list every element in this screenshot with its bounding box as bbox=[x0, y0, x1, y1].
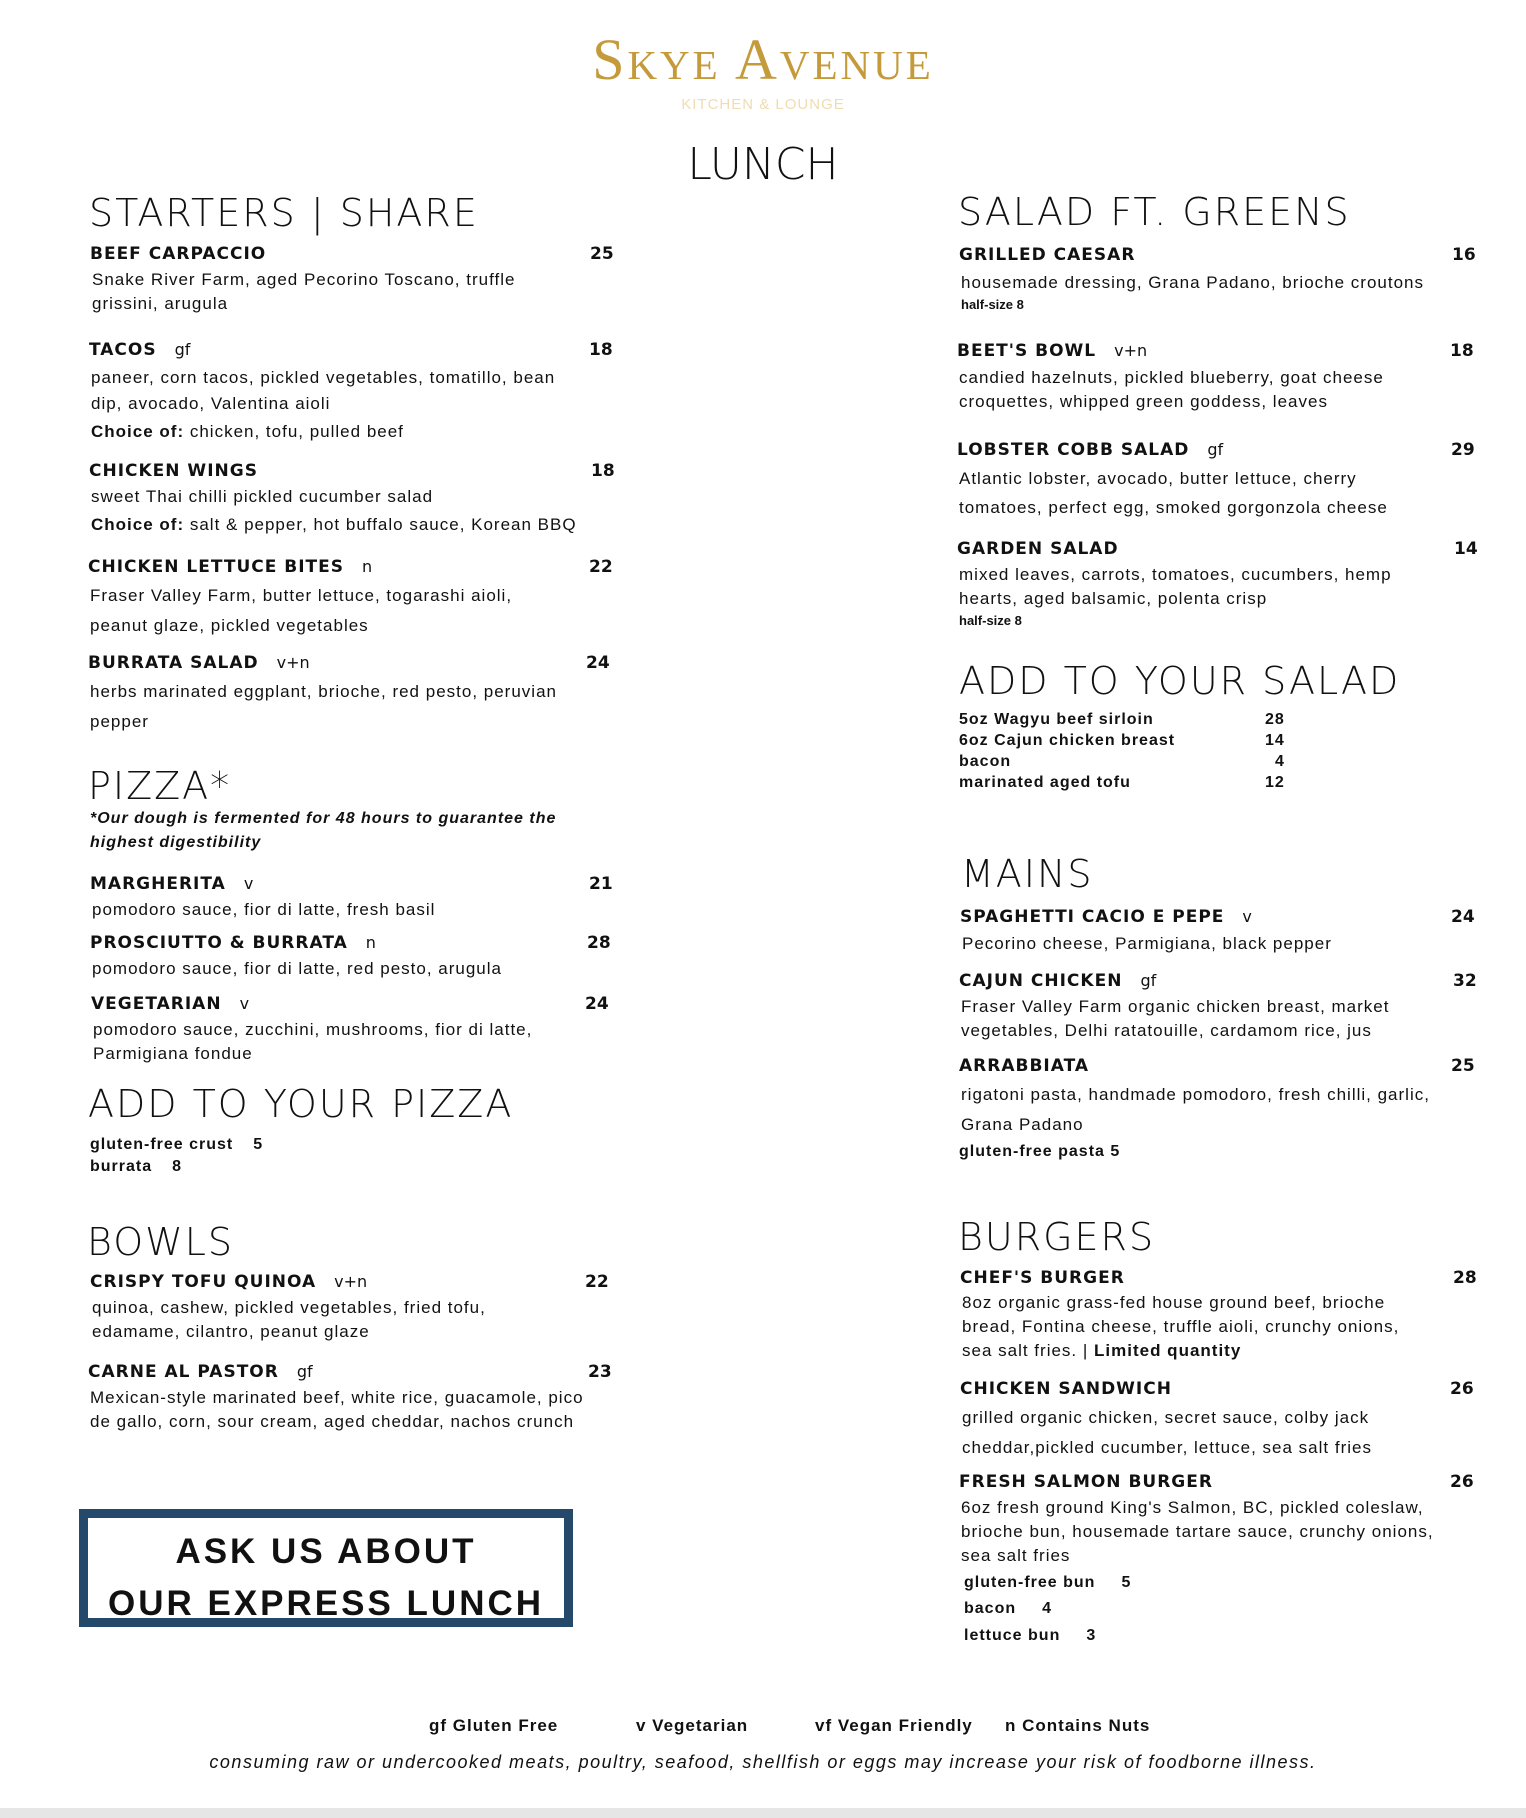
diet-tag: v bbox=[1242, 907, 1252, 926]
legend-gluten-free: gf Gluten Free bbox=[429, 1716, 559, 1735]
addon-item: marinated aged tofu 12 bbox=[959, 774, 1285, 791]
addon-item: burrata 8 bbox=[90, 1158, 183, 1175]
item-name: TACOS gf bbox=[89, 340, 191, 360]
item-description: herbs marinated eggplant, brioche, red pesto, peruvian pepper bbox=[90, 682, 557, 731]
item-name: BEET'S BOWL v+n bbox=[957, 341, 1148, 361]
item-price: 25 bbox=[590, 244, 614, 264]
item-description: mixed leaves, carrots, tomatoes, cucumbers, hemp hearts, aged balsamic, polenta crisp bbox=[959, 565, 1392, 608]
bottom-strip bbox=[0, 1808, 1526, 1818]
addon-item: bacon 4 bbox=[959, 753, 1285, 770]
item-choice: Choice of: salt & pepper, hot buffalo sauce, Korean BBQ bbox=[91, 515, 577, 534]
item-price: 18 bbox=[589, 340, 613, 360]
diet-tag: gf bbox=[174, 340, 191, 359]
item-price: 14 bbox=[1454, 539, 1478, 559]
diet-tag: v+n bbox=[1114, 341, 1148, 360]
half-size-option: half-size 8 bbox=[959, 613, 1022, 628]
diet-tag: v bbox=[243, 874, 254, 893]
diet-tag: gf bbox=[1140, 971, 1157, 990]
pizza-note: *Our dough is fermented for 48 hours to guarantee the highest digestibility bbox=[90, 810, 557, 851]
item-price: 16 bbox=[1452, 245, 1476, 265]
item-name: CAJUN CHICKEN gf bbox=[959, 971, 1157, 991]
item-description: candied hazelnuts, pickled blueberry, goat cheese croquettes, whipped green goddess, leaves bbox=[959, 368, 1384, 411]
item-name: CHEF'S BURGER bbox=[960, 1268, 1125, 1288]
item-description: grilled organic chicken, secret sauce, colby jack cheddar,pickled cucumber, lettuce, sea salt fries bbox=[962, 1408, 1372, 1457]
addon-item: 5oz Wagyu beef sirloin 28 bbox=[959, 711, 1285, 728]
item-name: FRESH SALMON BURGER bbox=[959, 1472, 1213, 1492]
food-safety-disclaimer: consuming raw or undercooked meats, poultry, seafood, shellfish or eggs may increase your risk of foodborne illness. bbox=[209, 1752, 1317, 1772]
item-description: pomodoro sauce, zucchini, mushrooms, fior di latte, Parmigiana fondue bbox=[93, 1020, 533, 1063]
legend-contains-nuts: n Contains Nuts bbox=[1005, 1716, 1151, 1735]
item-name: BURRATA SALAD v+n bbox=[88, 653, 310, 673]
item-name: LOBSTER COBB SALAD gf bbox=[957, 440, 1224, 460]
brand-logo: Skye Avenue bbox=[592, 27, 934, 92]
item-description: Fraser Valley Farm, butter lettuce, togarashi aioli, peanut glaze, pickled vegetables bbox=[90, 586, 513, 635]
item-price: 25 bbox=[1451, 1056, 1475, 1076]
item-price: 24 bbox=[586, 653, 610, 673]
item-name: VEGETARIAN v bbox=[91, 994, 250, 1014]
item-description: pomodoro sauce, fior di latte, fresh basil bbox=[92, 900, 436, 919]
item-name: GARDEN SALAD bbox=[957, 539, 1119, 559]
express-lunch-callout bbox=[79, 1509, 573, 1627]
item-price: 23 bbox=[588, 1362, 612, 1382]
item-description: housemade dressing, Grana Padano, brioche croutons bbox=[961, 273, 1424, 292]
item-name: BEEF CARPACCIO bbox=[90, 244, 267, 264]
diet-tag: v+n bbox=[276, 653, 310, 672]
burgers-title: BURGERS bbox=[958, 1215, 1156, 1259]
item-name: PROSCIUTTO & BURRATA n bbox=[90, 933, 376, 953]
item-description: sweet Thai chilli pickled cucumber salad bbox=[91, 487, 434, 506]
item-price: 21 bbox=[589, 874, 613, 894]
item-name: GRILLED CAESAR bbox=[959, 245, 1136, 265]
mains-title: MAINS bbox=[961, 852, 1094, 896]
addon-item: gluten-free bun 5 bbox=[964, 1574, 1132, 1591]
item-choice: Choice of: chicken, tofu, pulled beef bbox=[91, 422, 404, 441]
item-description: paneer, corn tacos, pickled vegetables, tomatillo, bean dip, avocado, Valentina aioli bbox=[91, 368, 556, 413]
item-price: 28 bbox=[587, 933, 611, 953]
item-name: MARGHERITA v bbox=[90, 874, 254, 894]
diet-tag: gf bbox=[296, 1362, 313, 1381]
item-description: 6oz fresh ground King's Salmon, BC, pickled coleslaw, brioche bun, housemade tartare sauce, crunchy onions, sea salt fries bbox=[961, 1498, 1434, 1565]
item-price: 18 bbox=[1450, 341, 1474, 361]
item-name: CARNE AL PASTOR gf bbox=[88, 1362, 313, 1382]
legend-vegan-friendly: vf Vegan Friendly bbox=[815, 1716, 973, 1735]
diet-tag: v bbox=[239, 994, 250, 1013]
salads-title: SALAD FT. GREENS bbox=[958, 190, 1351, 234]
express-line-1: ASK US ABOUT bbox=[175, 1532, 477, 1571]
item-description: Snake River Farm, aged Pecorino Toscano, truffle grissini, arugula bbox=[92, 270, 516, 313]
addon-item: gluten-free pasta 5 bbox=[959, 1143, 1121, 1160]
half-size-option: half-size 8 bbox=[961, 297, 1024, 312]
bowls-title: BOWLS bbox=[87, 1220, 234, 1264]
item-description: rigatoni pasta, handmade pomodoro, fresh chilli, garlic, Grana Padano bbox=[961, 1085, 1430, 1134]
item-price: 32 bbox=[1453, 971, 1477, 991]
addon-item: lettuce bun 3 bbox=[964, 1627, 1097, 1644]
item-price: 28 bbox=[1453, 1268, 1477, 1288]
item-price: 26 bbox=[1450, 1472, 1474, 1492]
item-price: 22 bbox=[585, 1272, 609, 1292]
item-description: Mexican-style marinated beef, white rice, guacamole, pico de gallo, corn, sour cream, aged cheddar, nachos crunch bbox=[90, 1388, 584, 1431]
item-name: CHICKEN WINGS bbox=[89, 461, 258, 481]
express-line-2: OUR EXPRESS LUNCH bbox=[107, 1584, 545, 1623]
item-price: 24 bbox=[1451, 907, 1475, 927]
item-price: 29 bbox=[1451, 440, 1475, 460]
page-title: LUNCH bbox=[687, 139, 839, 190]
item-name: SPAGHETTI CACIO E PEPE v bbox=[960, 907, 1252, 927]
item-price: 22 bbox=[589, 557, 613, 577]
add-salad-title: ADD TO YOUR SALAD bbox=[959, 659, 1401, 703]
diet-tag: gf bbox=[1207, 440, 1224, 459]
item-price: 24 bbox=[585, 994, 609, 1014]
item-description: Atlantic lobster, avocado, butter lettuce, cherry tomatoes, perfect egg, smoked gorgonzola cheese bbox=[959, 469, 1388, 517]
item-description: Pecorino cheese, Parmigiana, black pepper bbox=[962, 934, 1332, 953]
item-name: ARRABBIATA bbox=[959, 1056, 1090, 1076]
addon-item: 6oz Cajun chicken breast 14 bbox=[959, 732, 1285, 749]
item-description: Fraser Valley Farm organic chicken breast, market vegetables, Delhi ratatouille, cardamom rice, jus bbox=[961, 997, 1390, 1040]
add-pizza-title: ADD TO YOUR PIZZA bbox=[88, 1082, 514, 1126]
item-price: 18 bbox=[591, 461, 615, 481]
legend-vegetarian: v Vegetarian bbox=[636, 1716, 749, 1735]
starters-title: STARTERS | SHARE bbox=[89, 191, 479, 235]
pizza-title: PIZZA* bbox=[88, 764, 232, 808]
diet-tag: n bbox=[365, 933, 376, 952]
addon-item: gluten-free crust 5 bbox=[90, 1136, 264, 1153]
diet-tag: v+n bbox=[334, 1272, 368, 1291]
item-description: pomodoro sauce, fior di latte, red pesto, arugula bbox=[92, 959, 502, 978]
item-name: CRISPY TOFU QUINOA v+n bbox=[90, 1272, 368, 1292]
brand-subtitle: KITCHEN & LOUNGE bbox=[681, 96, 845, 113]
item-description: quinoa, cashew, pickled vegetables, fried tofu, edamame, cilantro, peanut glaze bbox=[92, 1298, 486, 1341]
item-name: CHICKEN SANDWICH bbox=[960, 1379, 1172, 1399]
item-price: 26 bbox=[1450, 1379, 1474, 1399]
addon-item: bacon 4 bbox=[964, 1600, 1053, 1617]
item-name: CHICKEN LETTUCE BITES n bbox=[88, 557, 373, 577]
item-description: 8oz organic grass-fed house ground beef, brioche bread, Fontina cheese, truffle aioli, crunchy onions, sea salt fries. | Limited quantity bbox=[962, 1293, 1400, 1360]
diet-tag: n bbox=[362, 557, 373, 576]
